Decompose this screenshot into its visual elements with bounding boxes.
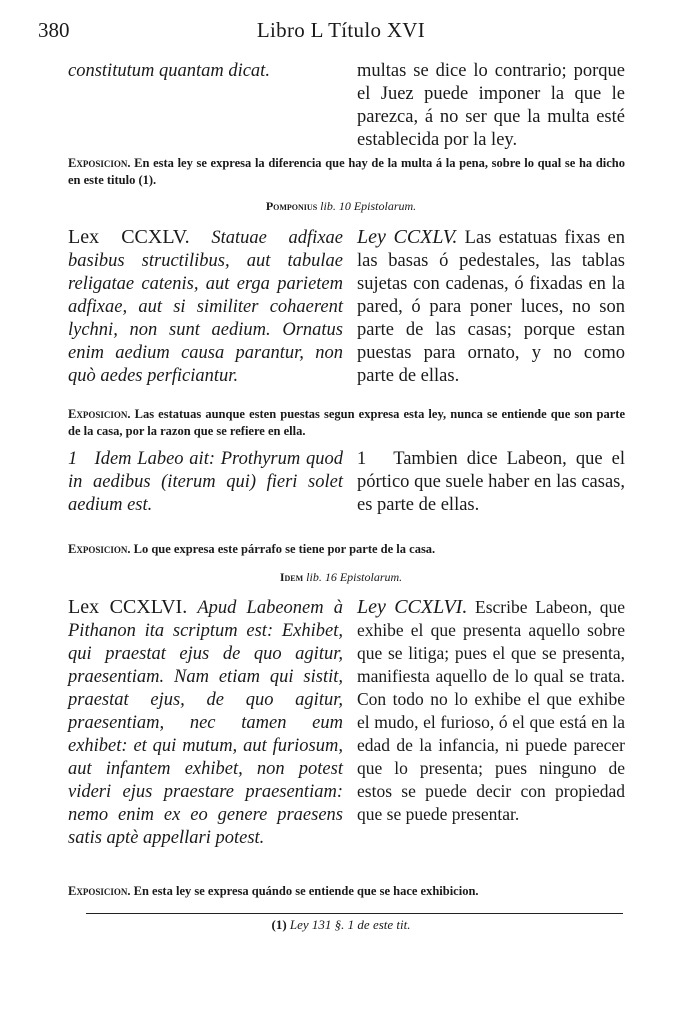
running-title: Libro L Título XVI	[256, 18, 426, 42]
latin-law-245	[68, 226, 343, 388]
spanish-law-246	[357, 596, 625, 826]
latin-law-body: Apud Labeonem à Pithanon ita scriptum est: Exhibet, qui praestat ejus de quo agitur, praesentiam. Nam etiam qui sistit, praestat ejus, de quo agitur, praesentiam, nec tamen eum exhibet: et qui mutum, aut furiosum, aut infantem exhibet, non potest videri ejus praestare praesentiam: nemo enim ex eo genere praesens satis aptè appellari potest.	[68, 598, 344, 848]
latin-text-end: constitutum quantam dicat.	[68, 61, 270, 81]
exposicion-note	[68, 406, 625, 440]
exposicion-note	[68, 883, 625, 900]
spanish-law-body: Las estatuas fixas en las basas ó pedestales, las tablas sujetas con cadenas, ó fixadas en la pared, ó para poner luces, no son parte de las casas; porque estan puestas para ornato, y no como parte de ellas.	[357, 228, 626, 386]
exposicion-label: Exposicion.	[68, 884, 131, 898]
exposicion-note	[68, 155, 625, 189]
source-book: lib. 10 Epistolarum.	[320, 199, 417, 213]
footnote	[0, 917, 682, 933]
latin-law-body: Statuae adfixae basibus structilibus, aut tabulae religatae catenis, aut erga parietem adfixae, aut si similiter cohaerent lychni, non sunt aedium. Ornatus enim aedium causa parantur, non quò aedes perficiantur.	[68, 228, 343, 386]
footnote-mark: (1)	[271, 917, 287, 932]
footnote-rule	[86, 913, 623, 914]
latin-paragraph-1	[68, 448, 343, 517]
spanish-law-body: Escribe Labeon, que exhibe el que presenta aquello sobre que se litiga; pues el que se presenta, manifiesta aquello de lo qual se trata. Con todo no lo exhibe el que exhibe el mudo, el furioso, ó el que está en la edad de la infancia, ni puede parecer que lo presenta; pues ninguno de estos se puede decir con propiedad que se puede presentar.	[357, 597, 625, 824]
spanish-law-heading: Ley CCXLV.	[357, 226, 458, 248]
exposicion-text: En esta ley se expresa quándo se entiende que se hace exhibicion.	[133, 884, 479, 898]
exposicion-note	[68, 541, 625, 558]
latin-law-246	[68, 596, 343, 850]
latin-law-heading: Lex CCXLV.	[68, 226, 190, 248]
source-author: Idem	[279, 570, 304, 584]
source-author: Pomponius	[265, 199, 318, 213]
exposicion-text: En esta ley se expresa la diferencia que hay de la multa á la pena, sobre lo qual se ha dicho en este titulo (1).	[68, 156, 625, 187]
footnote-text: Ley 131 §. 1 de este tit.	[289, 917, 411, 932]
spanish-law-245	[357, 226, 625, 388]
exposicion-text: Lo que expresa este párrafo se tiene por parte de la casa.	[133, 542, 436, 556]
source-citation	[0, 199, 682, 214]
source-book: lib. 16 Epistolarum.	[306, 570, 403, 584]
latin-paragraph-body: Idem Labeo ait: Prothyrum quod in aedibus (iterum qui) fieri solet aedium est.	[68, 449, 343, 515]
exposicion-label: Exposicion.	[68, 156, 131, 170]
paragraph-number: 1	[68, 449, 78, 469]
spanish-paragraph-body: Tambien dice Labeon, que el pórtico que suele haber en las casas, es parte de ellas.	[357, 449, 626, 515]
page-number: 380	[38, 18, 70, 42]
source-citation	[0, 570, 682, 585]
exposicion-label: Exposicion.	[68, 407, 131, 421]
spanish-paragraph-1	[357, 448, 625, 517]
latin-law-heading: Lex CCXLVI.	[68, 596, 188, 618]
spanish-law-heading: Ley CCXLVI.	[357, 596, 468, 618]
paragraph-number: 1	[357, 449, 367, 469]
exposicion-text: Las estatuas aunque esten puestas segun expresa esta ley, nunca se entiende que son parte de la casa, por la razon que se refiere en ella.	[68, 407, 626, 438]
spanish-text-end: multas se dice lo contrario; porque el Juez puede imponer la que le parezca, á no ser que la multa esté establecida por la ley.	[357, 61, 625, 150]
exposicion-label: Exposicion.	[68, 542, 131, 556]
